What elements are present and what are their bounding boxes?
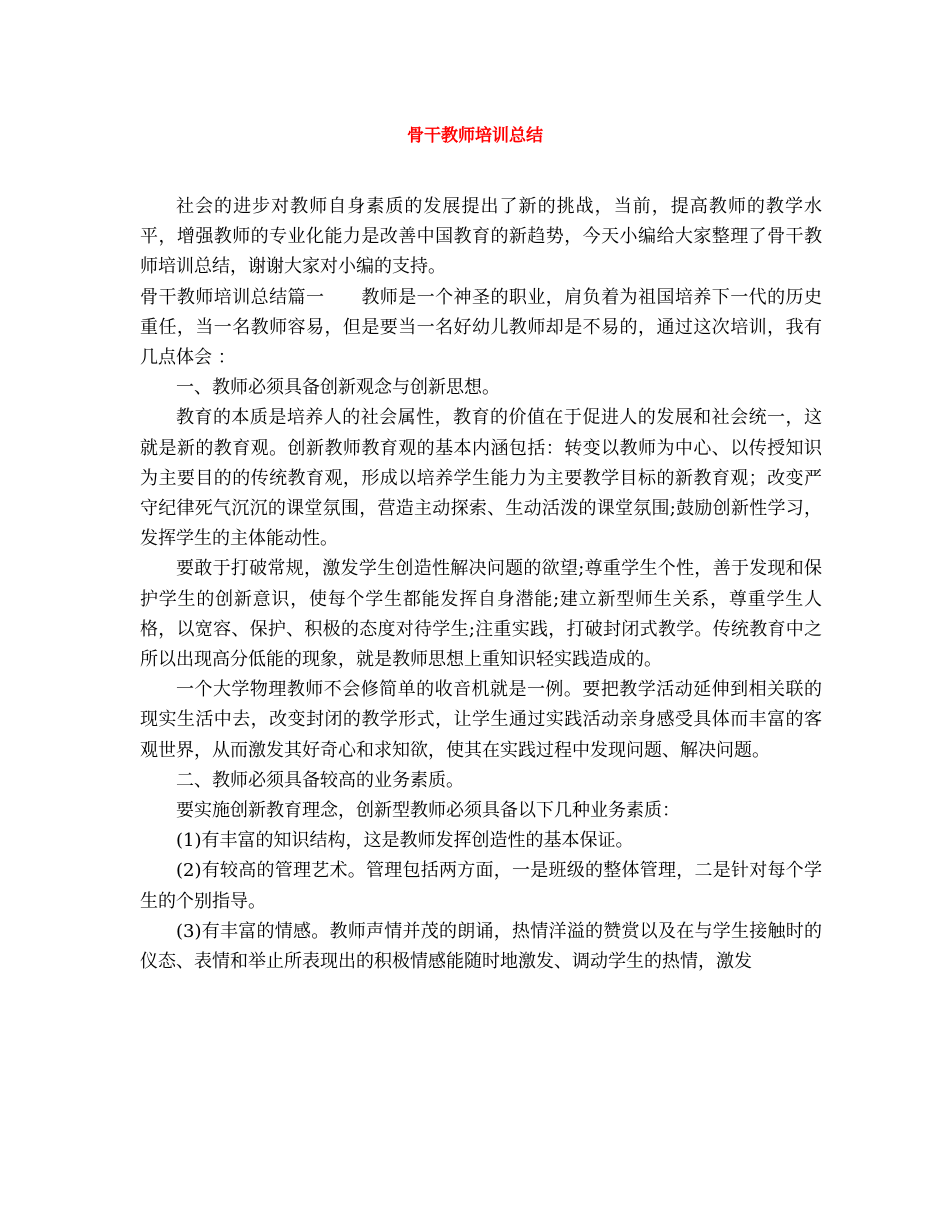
document-body xyxy=(140,192,822,977)
paragraph-item-3: (3)有丰富的情感。教师声情并茂的朗诵，热情洋溢的赞赏以及在与学生接触时的仪态、表情和举止所表现出的积极情感能随时地激发、调动学生的热情，激发 xyxy=(140,920,822,973)
paragraph-physics-teacher: 一个大学物理教师不会修简单的收音机就是一例。要把教学活动延伸到相关联的现实生活中去，改变封闭的教学形式，让学生通过实践活动亲身感受具体而丰富的客观世界，从而激发其好奇心和求知欲，使其在实践过程中发现问题、解决问题。 xyxy=(140,679,822,761)
paragraph-point-one: 一、教师必须具备创新观念与创新思想。 xyxy=(176,377,500,399)
paragraph-item-1: (1)有丰富的知识结构，这是教师发挥创造性的基本保证。 xyxy=(176,830,634,852)
paragraph-point-two: 二、教师必须具备较高的业务素质。 xyxy=(176,769,464,791)
paragraph-education-essence: 教育的本质是培养人的社会属性，教育的价值在于促进人的发展和社会统一，这就是新的教育观。创新教师教育观的基本内涵包括：转变以教师为中心、以传授知识为主要目的的传统教育观，形成以培养学生能力为主要教学目标的新教育观；改变严守纪律死气沉沉的课堂氛围，营造主动探索、生动活泼的课堂氛围;鼓励创新性学习，发挥学生的主体能动性。 xyxy=(140,407,822,550)
paragraph-business-quality: 要实施创新教育理念，创新型教师必须具备以下几种业务素质： xyxy=(176,800,680,822)
paragraph-intro: 社会的进步对教师自身素质的发展提出了新的挑战，当前，提高教师的教学水平，增强教师的专业化能力是改善中国教育的新趋势，今天小编给大家整理了骨干教师培训总结，谢谢大家对小编的支持。 xyxy=(140,196,822,278)
paragraph-item-2: (2)有较高的管理艺术。管理包括两方面，一是班级的整体管理，二是针对每个学生的个别指导。 xyxy=(140,860,822,912)
paragraph-section-one-heading: 骨干教师培训总结篇一 教师是一个神圣的职业，肩负着为祖国培养下一代的历史重任，当一名教师容易，但是要当一名好幼儿教师却是不易的，通过这次培训，我有几点体会 ： xyxy=(140,286,822,369)
document-title: 骨干教师培训总结 xyxy=(407,126,543,146)
paragraph-break-routine: 要敢于打破常规，激发学生创造性解决问题的欲望;尊重学生个性，善于发现和保护学生的创新意识，使每个学生都能发挥自身潜能;建立新型师生关系，尊重学生人格，以宽容、保护、积极的态度对待学生;注重实践，打破封闭式教学。传统教育中之所以出现高分低能的现象，就是教师思想上重知识轻实践造成的。 xyxy=(140,558,822,671)
